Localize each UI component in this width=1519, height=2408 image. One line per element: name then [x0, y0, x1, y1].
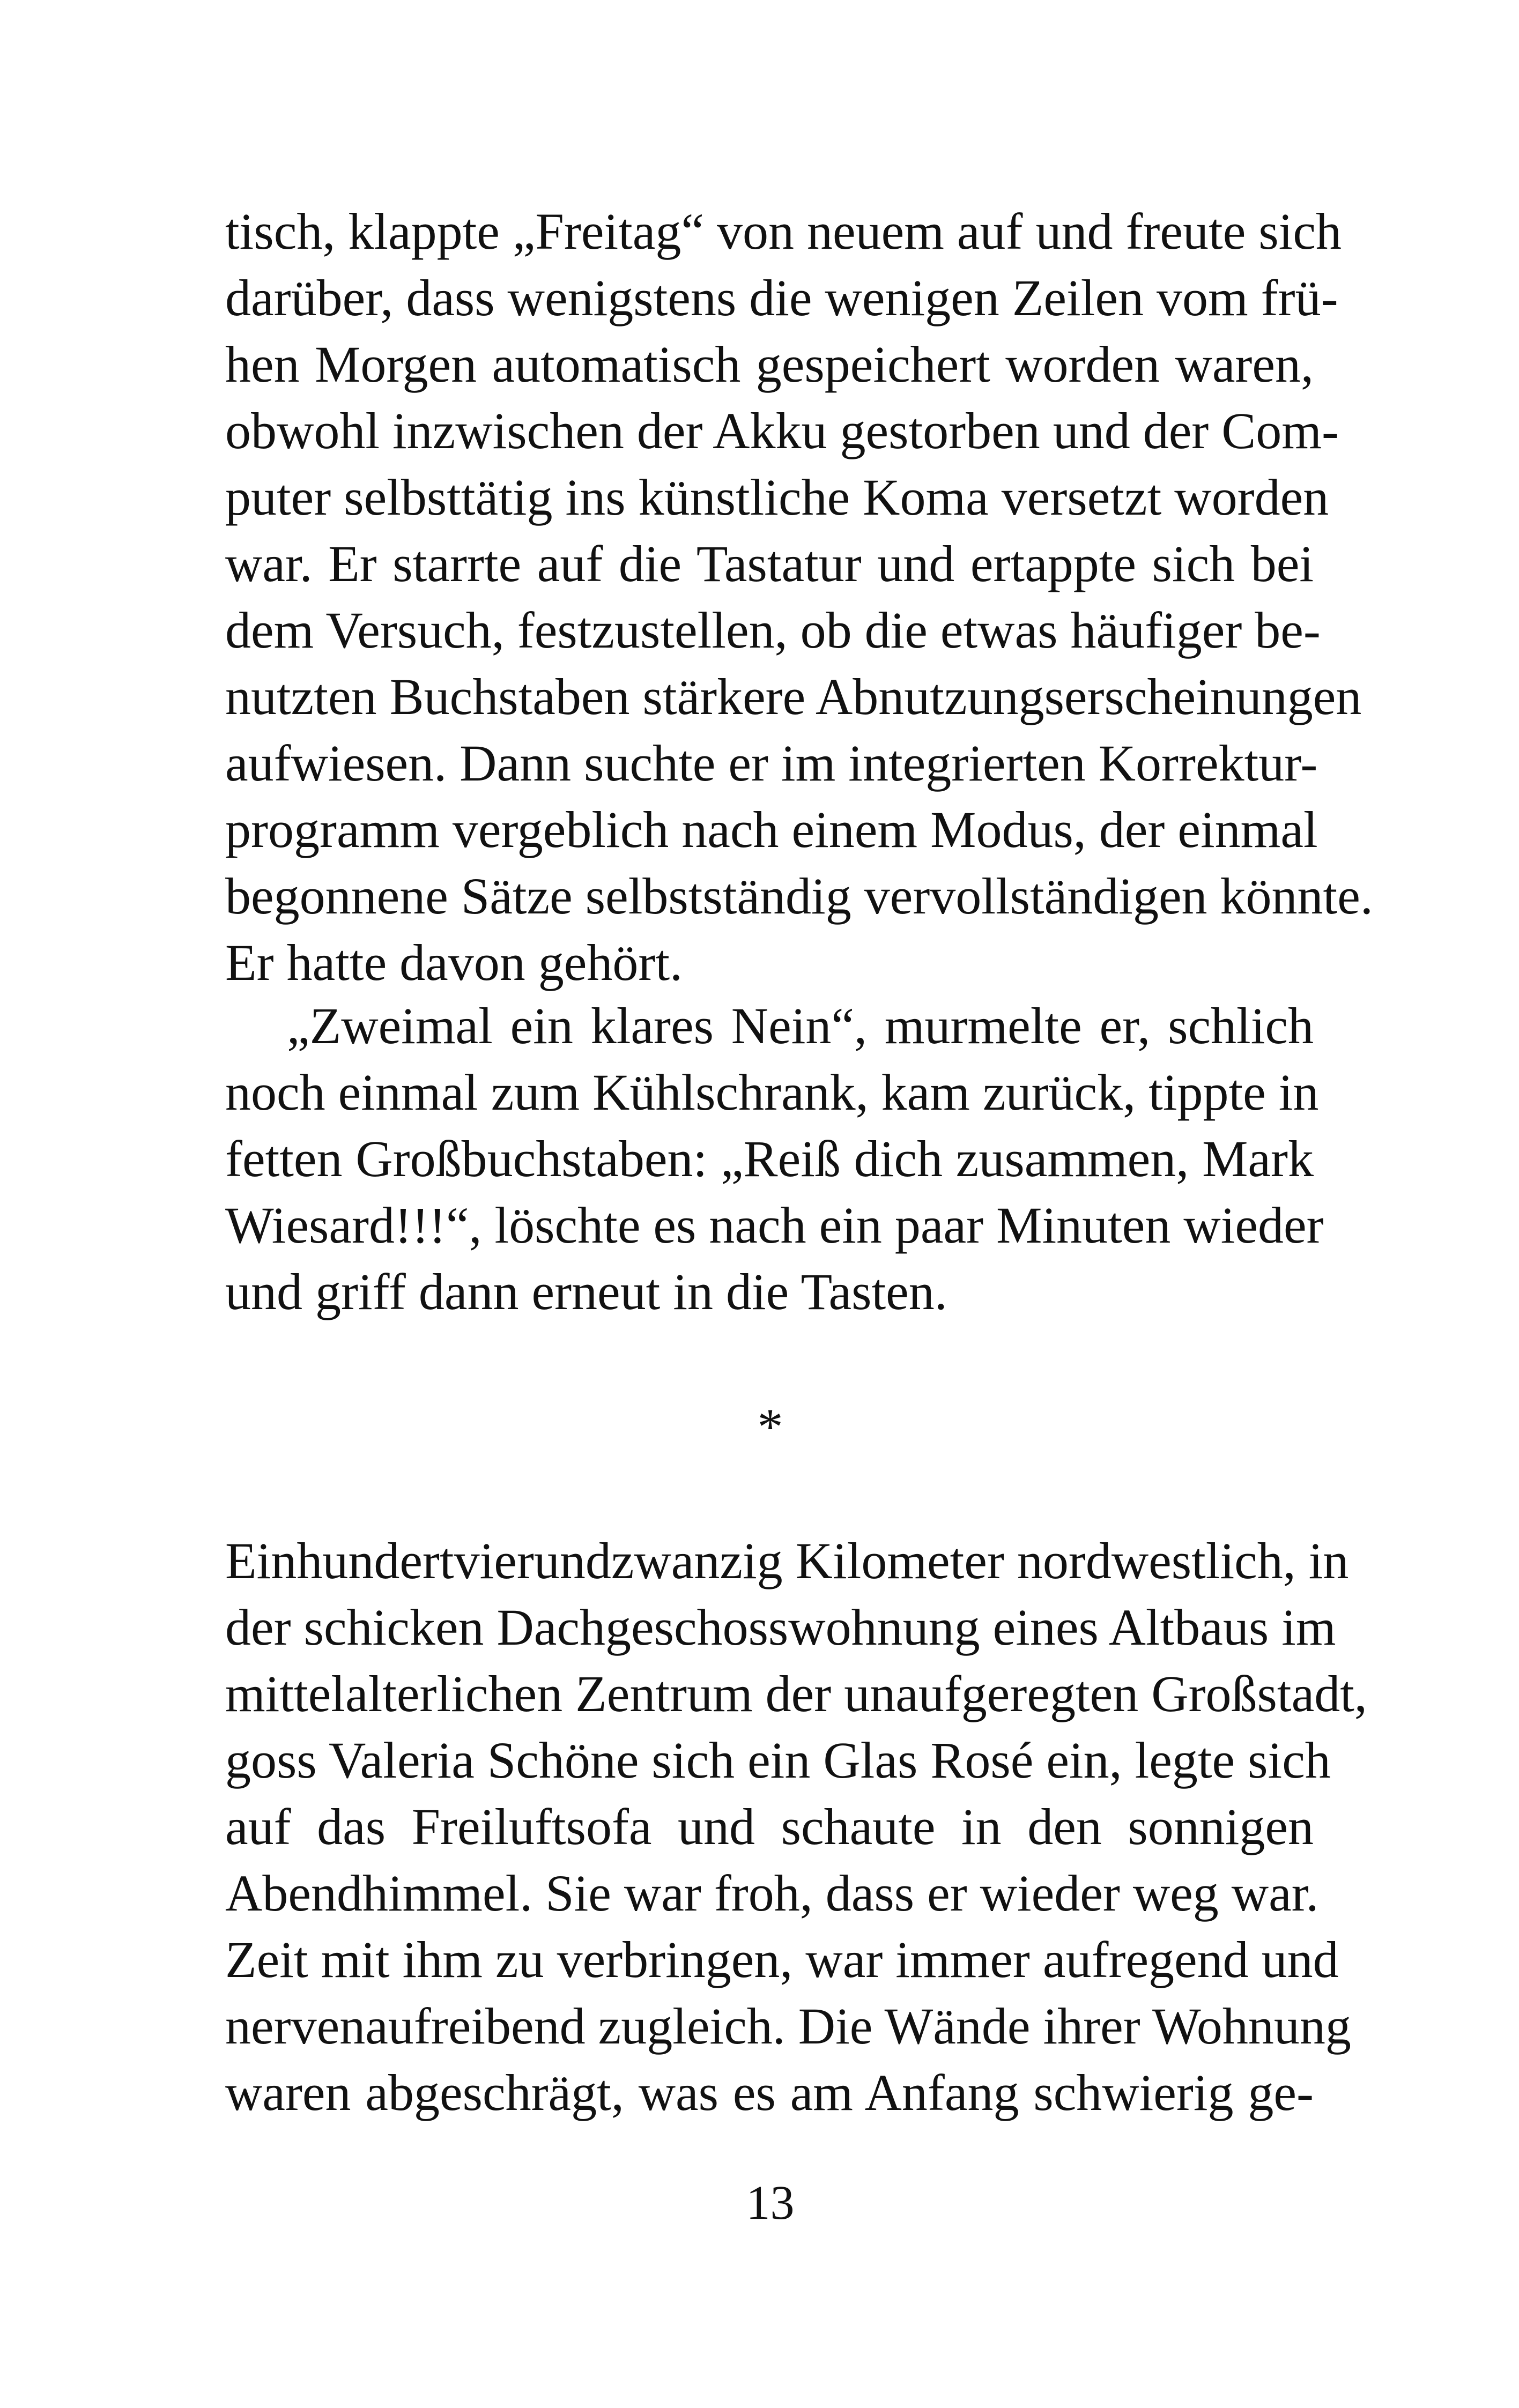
text-line: „Zweimal ein klares Nein“, murmelte er, schlich [287, 997, 1314, 1054]
text-line: Wiesard!!!“, löschte es nach ein paar Minuten wieder [225, 1196, 1324, 1254]
text-line: mittelalterlichen Zentrum der unaufgeregten Großstadt, [225, 1665, 1367, 1722]
text-line: Zeit mit ihm zu verbringen, war immer aufregend und [225, 1931, 1339, 1988]
text-line: puter selbsttätig ins künstliche Koma versetzt worden [225, 469, 1329, 526]
paragraph-dialogue [225, 993, 1324, 1325]
paragraph-continued [225, 198, 1373, 996]
text-line: obwohl inzwischen der Akku gestorben und der Com- [225, 402, 1339, 459]
text-line: noch einmal zum Kühlschrank, kam zurück, tippte in [225, 1064, 1319, 1121]
text-line: dem Versuch, festzustellen, ob die etwas häufiger be- [225, 601, 1321, 659]
paragraph-new-section [225, 1528, 1367, 2126]
text-line: Abendhimmel. Sie war froh, dass er wieder weg war. [225, 1864, 1319, 1922]
text-line: fetten Großbuchstaben: „Reiß dich zusammen, Mark [225, 1130, 1314, 1187]
text-line: tisch, klappte „Freitag“ von neuem auf und freute sich [225, 203, 1342, 260]
text-line: nutzten Buchstaben stärkere Abnutzungserscheinungen [225, 668, 1362, 725]
text-line: goss Valeria Schöne sich ein Glas Rosé ein, legte sich [225, 1731, 1331, 1789]
text-line: darüber, dass wenigstens die wenigen Zeilen vom frü- [225, 269, 1338, 326]
text-line: war. Er starrte auf die Tastatur und ertappte sich bei [225, 535, 1314, 592]
text-line: programm vergeblich nach einem Modus, der einmal [225, 801, 1318, 858]
text-line: waren abgeschrägt, was es am Anfang schwierig ge- [225, 2064, 1314, 2121]
text-line: nervenaufreibend zugleich. Die Wände ihrer Wohnung [225, 1997, 1351, 2055]
section-separator: * [757, 1398, 783, 1455]
text-line: und griff dann erneut in die Tasten. [225, 1263, 947, 1320]
text-line: hen Morgen automatisch gespeichert worden waren, [225, 336, 1314, 393]
text-line: Einhundertvierundzwanzig Kilometer nordwestlich, in [225, 1532, 1349, 1589]
text-line: begonnene Sätze selbstständig vervollständigen könnte. [225, 867, 1373, 925]
text-line: der schicken Dachgeschosswohnung eines Altbaus im [225, 1599, 1336, 1656]
text-line: aufwiesen. Dann suchte er im integrierten Korrektur- [225, 734, 1318, 792]
page-number: 13 [746, 2176, 795, 2229]
text-line: Er hatte davon gehört. [225, 934, 683, 991]
text-line: auf das Freiluftsofa und schaute in den sonnigen [225, 1798, 1314, 1855]
